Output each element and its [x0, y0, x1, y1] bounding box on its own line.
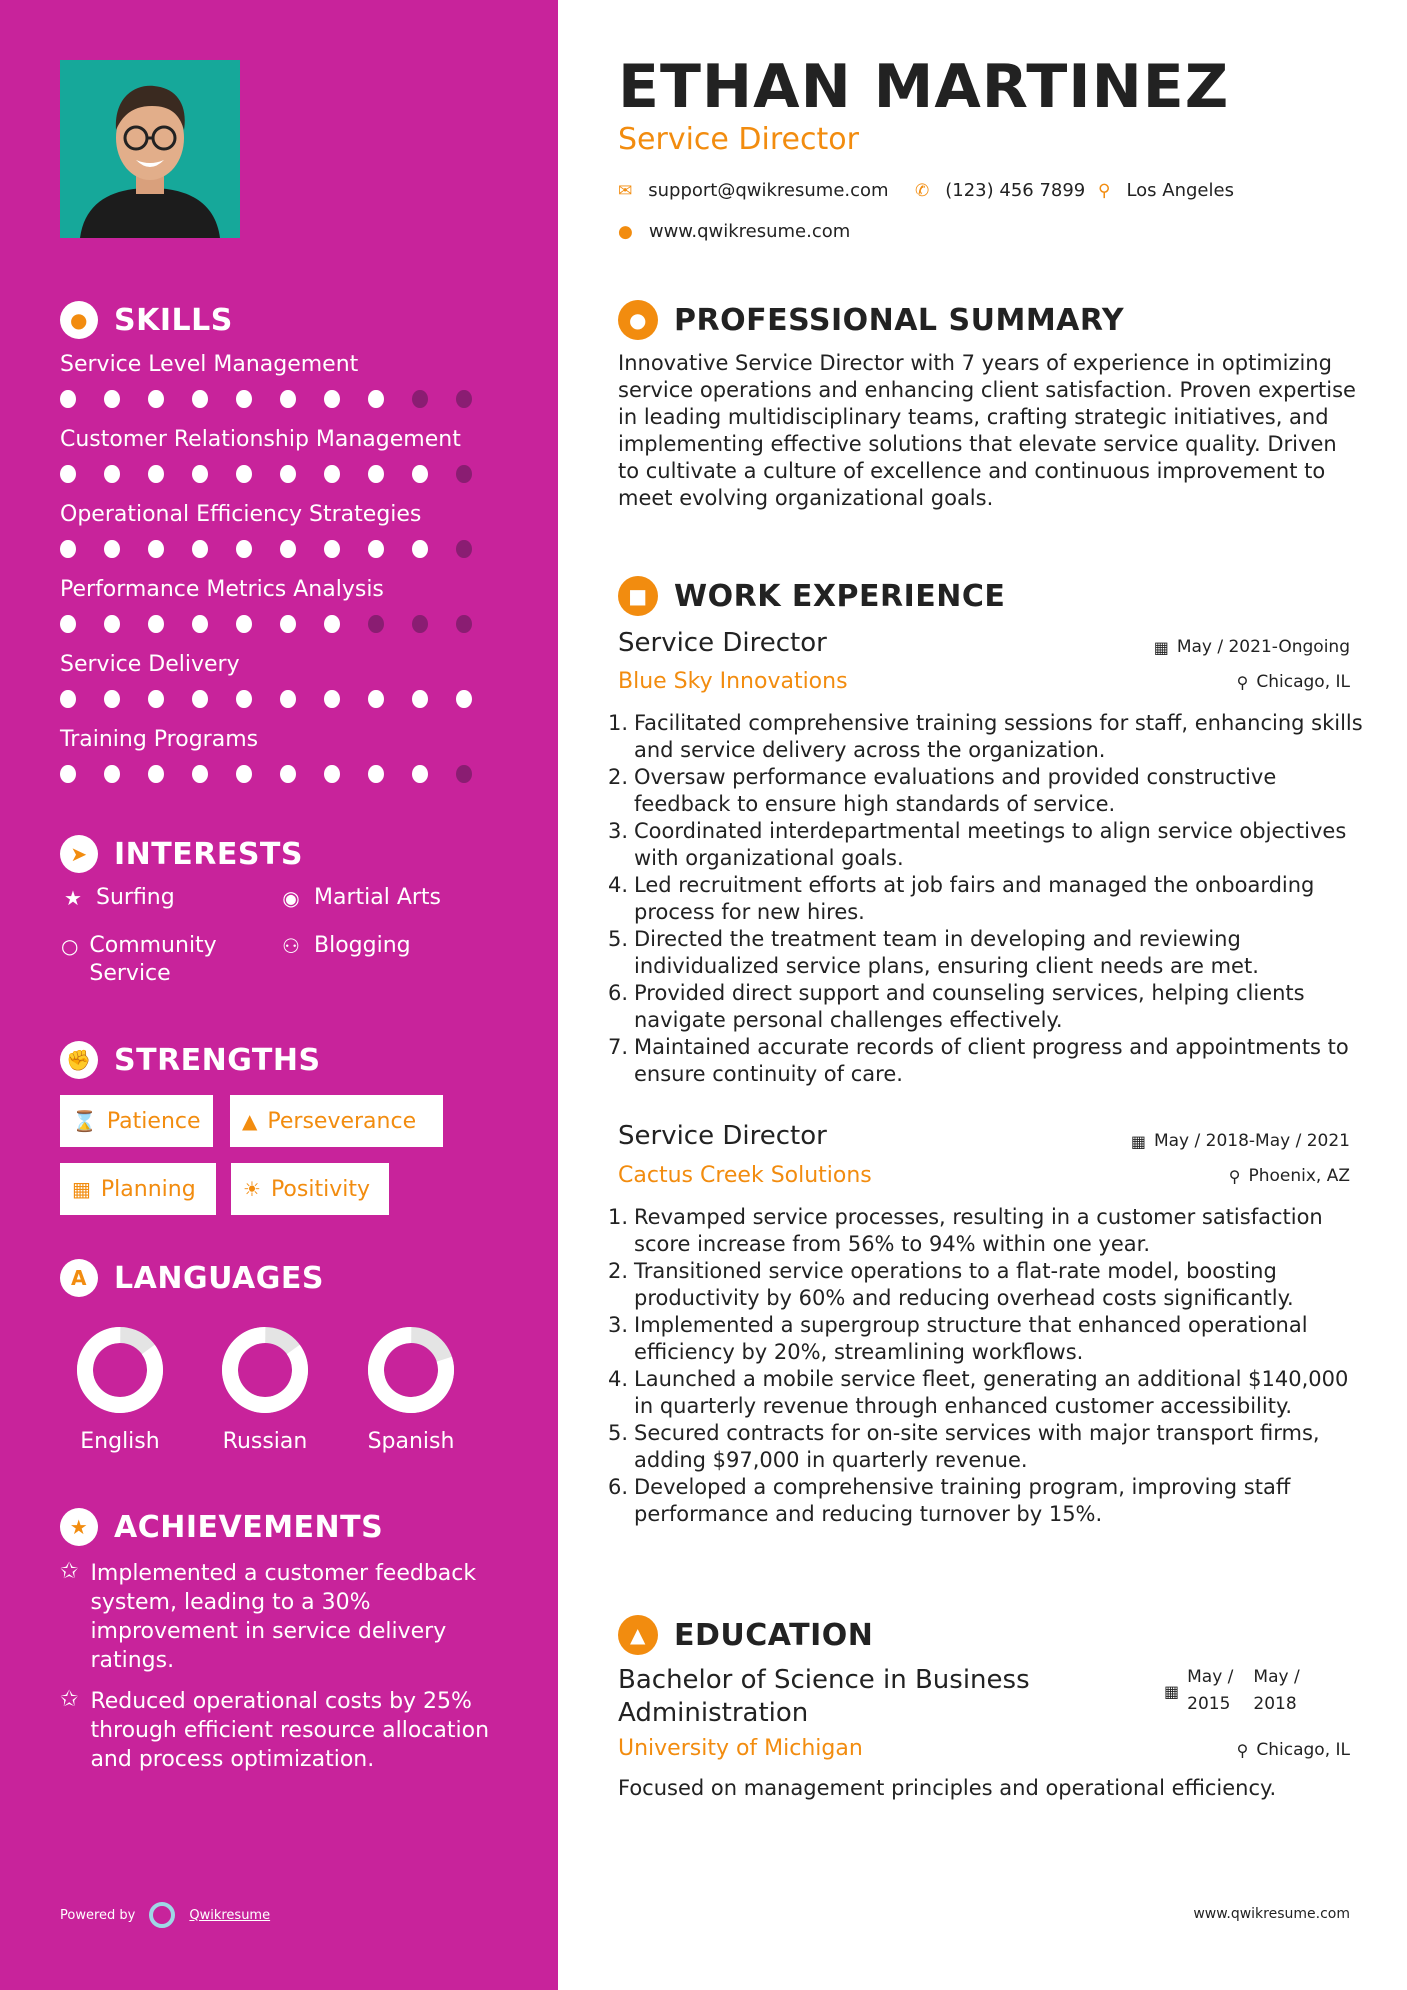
- qwikresume-link[interactable]: Qwikresume: [189, 1907, 271, 1923]
- rating-dot: [456, 765, 472, 783]
- job-bullet: 1. Facilitated comprehensive training sessions for staff, enhancing skills and service delivery across the organization.: [608, 711, 1363, 762]
- job-bullets: [608, 710, 1368, 1088]
- bullet-number: 2.: [608, 1259, 629, 1283]
- interest-item: ★ Surfing: [60, 884, 175, 912]
- skill-rating: [60, 615, 500, 633]
- skill-rating: [60, 540, 500, 558]
- bullet-number: 5.: [608, 927, 629, 951]
- strength-badge: ☀ Positivity: [231, 1163, 389, 1215]
- interest-item: ⚇ Blogging: [278, 932, 411, 960]
- skills-heading: [60, 301, 233, 339]
- job-bullet: 2. Transitioned service operations to a flat-rate model, boosting productivity by 60% and reducing overhead costs significantly.: [608, 1259, 1294, 1310]
- skill-name: Service Delivery: [60, 652, 240, 677]
- job-location: ⚲ Chicago, IL: [1236, 672, 1350, 692]
- job-bullet: 3. Implemented a supergroup structure that enhanced operational efficiency by 20%, streamlining workflows.: [608, 1313, 1308, 1364]
- rating-dot: [456, 690, 472, 708]
- rating-dot: [60, 765, 76, 783]
- education-description: Focused on management principles and operational efficiency.: [618, 1776, 1277, 1800]
- job-bullet: 4. Led recruitment efforts at job fairs and managed the onboarding process for new hires.: [608, 873, 1315, 924]
- pushpin-icon: ⚲: [1228, 1166, 1241, 1186]
- language-donut: [222, 1327, 308, 1413]
- job-bullet: 1. Revamped service processes, resulting in a customer satisfaction score increase from 56% to 94% within one year.: [608, 1205, 1323, 1256]
- graduation-cap-icon: ▲: [618, 1615, 658, 1655]
- rating-dot: [412, 540, 428, 558]
- rating-dot: [324, 540, 340, 558]
- rating-dot: [368, 690, 384, 708]
- language-name: Spanish: [367, 1429, 455, 1454]
- strength-badge: ⌛ Patience: [60, 1095, 213, 1147]
- hourglass-icon: ⌛: [72, 1109, 97, 1133]
- skill-rating: [60, 690, 500, 708]
- rating-dot: [280, 615, 296, 633]
- bullet-number: 6.: [608, 981, 629, 1005]
- job-bullet: 5. Directed the treatment team in developing and reviewing individualized service plans, ensuring client needs are met.: [608, 927, 1259, 978]
- strength-badge: ▲ Perseverance: [230, 1095, 443, 1147]
- bullet-number: 1.: [608, 1205, 629, 1229]
- sidebar: [0, 0, 558, 1990]
- rating-dot: [104, 765, 120, 783]
- calendar-icon: ▦: [1130, 1131, 1146, 1151]
- fist-icon: ✊: [60, 1041, 98, 1079]
- rating-dot: [60, 690, 76, 708]
- rating-dot: [148, 390, 164, 408]
- bullet-number: 5.: [608, 1421, 629, 1445]
- rating-dot: [280, 465, 296, 483]
- summary-heading: ● PROFESSIONAL SUMMARY: [618, 300, 1124, 340]
- summary-text: Innovative Service Director with 7 years of experience in optimizing service operations and enhancing client satisfaction. Proven expertise in leading multidisciplinary teams, crafting strategic initiatives, and implementing effective solutions that elevate service quality. Driven to cultivate a culture of excellence and continuous improvement to meet evolving organizational goals.: [618, 351, 1356, 510]
- achievements-heading: [60, 1508, 383, 1546]
- rating-dot: [192, 465, 208, 483]
- interests-heading: [60, 835, 303, 873]
- skill-rating: [60, 765, 500, 783]
- pushpin-icon: ⚲: [1236, 672, 1249, 692]
- skill-item: [60, 575, 500, 633]
- skill-rating: [60, 390, 500, 408]
- rating-dot: [368, 615, 384, 633]
- skill-name: Service Level Management: [60, 352, 359, 377]
- experience-heading: ■ WORK EXPERIENCE: [618, 576, 1005, 616]
- job-company: Cactus Creek Solutions: [618, 1163, 872, 1188]
- rating-dot: [236, 615, 252, 633]
- job-title: Service Director: [618, 1121, 827, 1151]
- contact-location: ⚲ Los Angeles: [1098, 180, 1234, 201]
- rating-dot: [148, 690, 164, 708]
- bullet-number: 6.: [608, 1475, 629, 1499]
- skill-name: Performance Metrics Analysis: [60, 577, 384, 602]
- job-bullet: 4. Launched a mobile service fleet, generating an additional $140,000 in quarterly revenue through enhanced customer accessibility.: [608, 1367, 1349, 1418]
- language-name: English: [80, 1429, 160, 1454]
- envelope-icon: ✉: [618, 180, 633, 201]
- lightbulb-icon: ●: [60, 301, 98, 339]
- achievements-title: ACHIEVEMENTS: [114, 1509, 384, 1545]
- profile-photo: [60, 60, 240, 238]
- rating-dot: [104, 540, 120, 558]
- rating-dot: [60, 615, 76, 633]
- qwikresume-logo-icon: [149, 1902, 175, 1928]
- language-item: [351, 1327, 471, 1454]
- rating-dot: [456, 465, 472, 483]
- shooting-star-icon: ✩: [60, 1687, 79, 1712]
- rating-dot: [192, 765, 208, 783]
- calendar-icon: ▦: [72, 1177, 91, 1201]
- job-bullet: 5. Secured contracts for on-site services with major transport firms, adding $97,000 in quarterly revenue.: [608, 1421, 1320, 1472]
- job-bullet: 7. Maintained accurate records of client progress and appointments to ensure continuity of care.: [608, 1035, 1349, 1086]
- rating-dot: [104, 390, 120, 408]
- contact-website[interactable]: ● www.qwikresume.com: [618, 221, 851, 242]
- rating-dot: [104, 615, 120, 633]
- users-icon: ⚇: [282, 934, 300, 958]
- education-degree: Bachelor of Science in Business Administration: [618, 1665, 1030, 1728]
- skill-rating: [60, 465, 500, 483]
- bullet-number: 3.: [608, 819, 629, 843]
- hand-icon: ○: [60, 934, 79, 958]
- star-icon: ★: [64, 886, 82, 910]
- shooting-star-icon: ✩: [60, 1559, 79, 1584]
- job-bullet: 3. Coordinated interdepartmental meetings to align service objectives with organizational goals.: [608, 819, 1347, 870]
- rating-dot: [324, 465, 340, 483]
- rating-dot: [368, 765, 384, 783]
- rating-dot: [60, 465, 76, 483]
- contact-phone: ✆ (123) 456 7899: [915, 180, 1086, 201]
- calendar-icon: ▦: [1153, 637, 1169, 657]
- job-location: ⚲ Phoenix, AZ: [1228, 1166, 1350, 1186]
- rating-dot: [236, 540, 252, 558]
- bullet-number: 3.: [608, 1313, 629, 1337]
- language-name: Russian: [222, 1429, 308, 1454]
- rating-dot: [148, 540, 164, 558]
- candidate-role: Service Director: [618, 122, 859, 157]
- job-bullet: 2. Oversaw performance evaluations and provided constructive feedback to ensure high standards of service.: [608, 765, 1277, 816]
- language-item: [205, 1327, 325, 1454]
- rating-dot: [368, 540, 384, 558]
- phone-icon: ✆: [915, 180, 930, 201]
- language-item: [60, 1327, 180, 1454]
- rating-dot: [60, 390, 76, 408]
- rating-dot: [148, 465, 164, 483]
- job-dates: ▦ May / 2018-May / 2021: [1130, 1131, 1350, 1151]
- skill-item: [60, 425, 500, 483]
- rating-dot: [456, 615, 472, 633]
- education-school: University of Michigan: [618, 1736, 863, 1761]
- skill-item: [60, 500, 500, 558]
- footer-url[interactable]: www.qwikresume.com: [1193, 1906, 1350, 1922]
- rating-dot: [192, 690, 208, 708]
- bullet-number: 1.: [608, 711, 629, 735]
- rating-dot: [324, 390, 340, 408]
- achievement-item: ✩ Implemented a customer feedback system, leading to a 30% improvement in service delivery ratings.: [60, 1559, 477, 1673]
- rating-dot: [324, 615, 340, 633]
- rating-dot: [236, 390, 252, 408]
- rating-dot: [236, 765, 252, 783]
- achievement-item: ✩ Reduced operational costs by 25% through efficient resource allocation and process optimization.: [60, 1687, 490, 1772]
- rating-dot: [192, 390, 208, 408]
- skills-title: SKILLS: [114, 302, 233, 338]
- rating-dot: [324, 690, 340, 708]
- rating-dot: [192, 615, 208, 633]
- language-icon: A: [60, 1259, 98, 1297]
- language-donut: [368, 1327, 454, 1413]
- strengths-heading: [60, 1041, 321, 1079]
- rating-dot: [412, 765, 428, 783]
- job-company: Blue Sky Innovations: [618, 669, 848, 694]
- interests-title: INTERESTS: [114, 836, 303, 872]
- bullet-number: 7.: [608, 1035, 629, 1059]
- rating-dot: [280, 540, 296, 558]
- rating-dot: [412, 615, 428, 633]
- interest-item: ○ Community Service: [60, 933, 217, 986]
- bullet-number: 4.: [608, 873, 629, 897]
- rating-dot: [280, 390, 296, 408]
- paper-plane-icon: ➤: [60, 835, 98, 873]
- powered-by: Powered by Qwikresume: [60, 1902, 270, 1928]
- strengths-title: STRENGTHS: [114, 1042, 321, 1078]
- education-location: ⚲ Chicago, IL: [1236, 1740, 1350, 1760]
- skill-item: [60, 650, 500, 708]
- skill-name: Operational Efficiency Strategies: [60, 502, 422, 527]
- map-pin-icon: ⚲: [1098, 180, 1111, 201]
- rating-dot: [280, 690, 296, 708]
- job-bullet: 6. Developed a comprehensive training program, improving staff performance and reducing turnover by 15%.: [608, 1475, 1291, 1526]
- interest-item: ◉ Martial Arts: [278, 884, 441, 912]
- skill-name: Customer Relationship Management: [60, 427, 461, 452]
- languages-heading: [60, 1259, 324, 1297]
- skill-name: Training Programs: [60, 727, 259, 752]
- rating-dot: [148, 765, 164, 783]
- globe-icon: ●: [618, 221, 633, 242]
- job-title: Service Director: [618, 628, 827, 658]
- pushpin-icon: ⚲: [1236, 1740, 1249, 1760]
- rating-dot: [60, 540, 76, 558]
- strength-badge: ▦ Planning: [60, 1163, 216, 1215]
- calendar-icon: ▦: [1164, 1682, 1180, 1701]
- education-heading: ▲ EDUCATION: [618, 1615, 873, 1655]
- rating-dot: [192, 540, 208, 558]
- skill-item: [60, 350, 500, 408]
- rating-dot: [280, 765, 296, 783]
- main-content: [558, 0, 1407, 1990]
- rating-dot: [236, 465, 252, 483]
- trophy-icon: ★: [60, 1508, 98, 1546]
- job-bullet: 6. Provided direct support and counseling services, helping clients navigate personal challenges effectively.: [608, 981, 1305, 1032]
- languages-title: LANGUAGES: [114, 1260, 324, 1296]
- briefcase-icon: ■: [618, 576, 658, 616]
- job-dates: ▦ May / 2021-Ongoing: [1153, 637, 1350, 657]
- user-icon: ●: [618, 300, 658, 340]
- rating-dot: [324, 765, 340, 783]
- globe-icon: ◉: [282, 886, 300, 910]
- rating-dot: [236, 690, 252, 708]
- language-donut: [77, 1327, 163, 1413]
- rating-dot: [456, 540, 472, 558]
- education-dates: ▦ May / 2015 May / 2018: [1164, 1664, 1300, 1718]
- road-icon: ▲: [242, 1109, 258, 1133]
- rating-dot: [368, 390, 384, 408]
- rating-dot: [456, 390, 472, 408]
- job-bullets: [608, 1204, 1368, 1528]
- rating-dot: [412, 465, 428, 483]
- bullet-number: 4.: [608, 1367, 629, 1391]
- candidate-name: ETHAN MARTINEZ: [618, 52, 1230, 122]
- rating-dot: [104, 690, 120, 708]
- contact-email[interactable]: ✉ support@qwikresume.com: [618, 180, 889, 201]
- rating-dot: [148, 615, 164, 633]
- rating-dot: [412, 690, 428, 708]
- rating-dot: [412, 390, 428, 408]
- rating-dot: [104, 465, 120, 483]
- sun-icon: ☀: [243, 1177, 261, 1201]
- skill-item: [60, 725, 500, 783]
- bullet-number: 2.: [608, 765, 629, 789]
- rating-dot: [368, 465, 384, 483]
